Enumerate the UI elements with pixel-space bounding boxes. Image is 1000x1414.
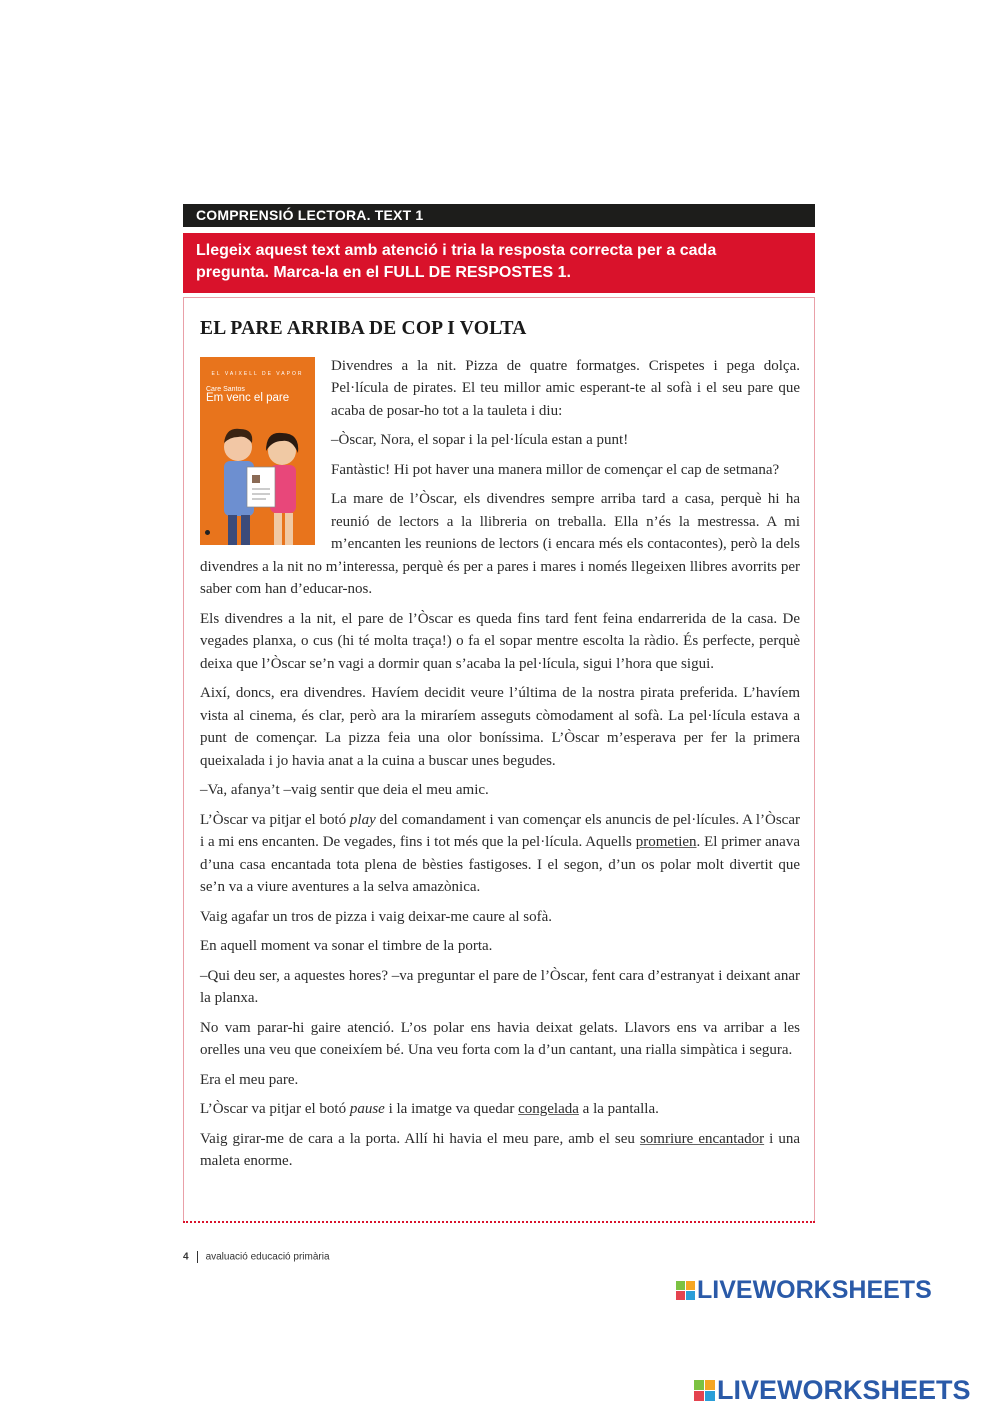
book-cover-illustration (200, 357, 315, 545)
story-paragraph: Era el meu pare. (200, 1071, 299, 1088)
story-paragraph (200, 1098, 800, 1121)
book-cover-author: Care Santos (206, 385, 245, 393)
answer-sheet-reference: FULL DE RESPOSTES 1 (383, 264, 567, 281)
story-paragraph: La mare de l’Òscar, els divendres sempre arriba tard a casa, perquè hi ha reunió de lectors a la llibreria on treballa. Ella n’és la mestressa. A mi m’encanten les reunions de lectors (i encara més els contacontes), però la dels divendres a la nit no m’interessa, perquè és per a pares i mares i només llegeixen llibres avorrits per saber com han d’educar-nos. (200, 491, 800, 597)
story-paragraph (200, 809, 800, 899)
instruction-line-2 (196, 262, 802, 284)
story-paragraph: Fantàstic! Hi pot haver una manera millor de començar el cap de setmana? (331, 461, 780, 478)
underlined-phrase: somriure encantador (639, 1130, 765, 1147)
liveworksheets-logo-icon (676, 1281, 695, 1300)
text-frame-dotted-border (183, 1221, 815, 1223)
footer-text: avaluació educació primària (205, 1251, 330, 1263)
underlined-word: prometien (635, 834, 697, 850)
liveworksheets-logo-icon (694, 1380, 715, 1401)
story-paragraph: Així, doncs, era divendres. Havíem decidit veure l’última de la nostra pirata preferida. L’havíem vista al cinema, és clar, però ara la miraríem asseguts còmodament al sofà. La pel·lícula estava a punt de començar. La pizza feia una olor boníssima. L’Òscar m’esperava per fer la primera queixalada i jo havia anat a la cuina a buscar unes begudes. (200, 685, 800, 769)
page-footer (183, 1251, 330, 1263)
publisher-logo-icon (205, 530, 210, 535)
text-run: Vaig girar-me de cara a la porta. Allí hi havia el meu pare, amb el seu (200, 1130, 640, 1147)
text-run: i una maleta enorme. (200, 1130, 801, 1169)
instruction-banner (183, 233, 815, 293)
story-text (200, 318, 800, 1180)
liveworksheets-watermark-bottom (694, 1375, 971, 1406)
story-paragraph: En aquell moment va sonar el timbre de la porta. (200, 938, 493, 954)
book-cover-title: Em venc el pare (206, 391, 290, 404)
text-run: L’Òscar va pitjar el botó (200, 811, 350, 828)
text-run: del comandament i van començar els anuncis de pel·lícules. A l’Òscar i a mi ens encanten. De vegades, fins i tot més que la pel·lícula. Aquells (200, 811, 800, 850)
italic-word: play (349, 811, 376, 828)
section-header: COMPRENSIÓ LECTORA. TEXT 1 (183, 204, 815, 227)
footer-divider (197, 1251, 198, 1263)
story-paragraph: No vam parar-hi gaire atenció. L’os polar ens havia deixat gelats. Llavors ens va arribar a les orelles una veu que coneixíem bé. Una veu forta com la d’un cantant, una rialla simpàtica i segura. (200, 1019, 800, 1058)
page-number: 4 (183, 1251, 189, 1263)
story-paragraph: –Qui deu ser, a aquestes hores? –va preguntar el pare de l’Òscar, fent cara d’estranyat i deixant anar la planxa. (200, 967, 800, 1006)
italic-word: pause (349, 1101, 385, 1117)
underlined-word: congelada (518, 1101, 579, 1117)
text-run: a la pantalla. (578, 1101, 659, 1117)
story-paragraph: –Va, afanya’t –vaig sentir que deia el meu amic. (200, 782, 489, 798)
text-run: . El primer anava d’una casa encantada tota plena de bèsties fastigoses. I el segon, d’un os polar molt divertit que se’n va a viure aventures a la selva amazònica. (200, 834, 800, 895)
instruction-line-1: Llegeix aquest text amb atenció i tria la resposta correcta per a cada (196, 242, 717, 259)
story-title: EL PARE ARRIBA DE COP I VOLTA (200, 318, 527, 339)
story-paragraph: Vaig agafar un tros de pizza i vaig deixar-me caure al sofà. (200, 908, 553, 925)
instruction-text: pregunta. Marca-la en el (196, 264, 384, 281)
liveworksheets-watermark (676, 1276, 932, 1305)
story-paragraph: –Òscar, Nora, el sopar i la pel·lícula estan a punt! (331, 432, 629, 448)
story-paragraph: Divendres a la nit. Pizza de quatre formatges. Crispetes i pega dolça. Pel·lícula de pirates. El teu millor amic esperant-te al sofà i el seu pare que acaba de posar-ho tot a la tauleta i diu: (331, 357, 800, 419)
liveworksheets-text: LIVEWORKSHEETS (717, 1375, 971, 1405)
book-cover-series: EL VAIXELL DE VAPOR (211, 370, 304, 377)
story-paragraph (200, 1128, 800, 1173)
text-run: L’Òscar va pitjar el botó (200, 1101, 350, 1117)
liveworksheets-text: LIVEWORKSHEETS (697, 1276, 932, 1304)
book-cover-image (200, 357, 315, 545)
story-paragraph: Els divendres a la nit, el pare de l’Òscar es queda fins tard fent feina endarrerida de la casa. De vegades planxa, o cus (hi té molta traça!) o fa el sopar mentre escolta la ràdio. És perfecte, perquè deixa que l’Òscar se’n vagi a dormir quan s’acaba la pel·lícula, sigui l’hora que sigui. (200, 610, 800, 672)
instruction-period: . (566, 264, 571, 281)
text-run: i la imatge va quedar (384, 1101, 519, 1117)
